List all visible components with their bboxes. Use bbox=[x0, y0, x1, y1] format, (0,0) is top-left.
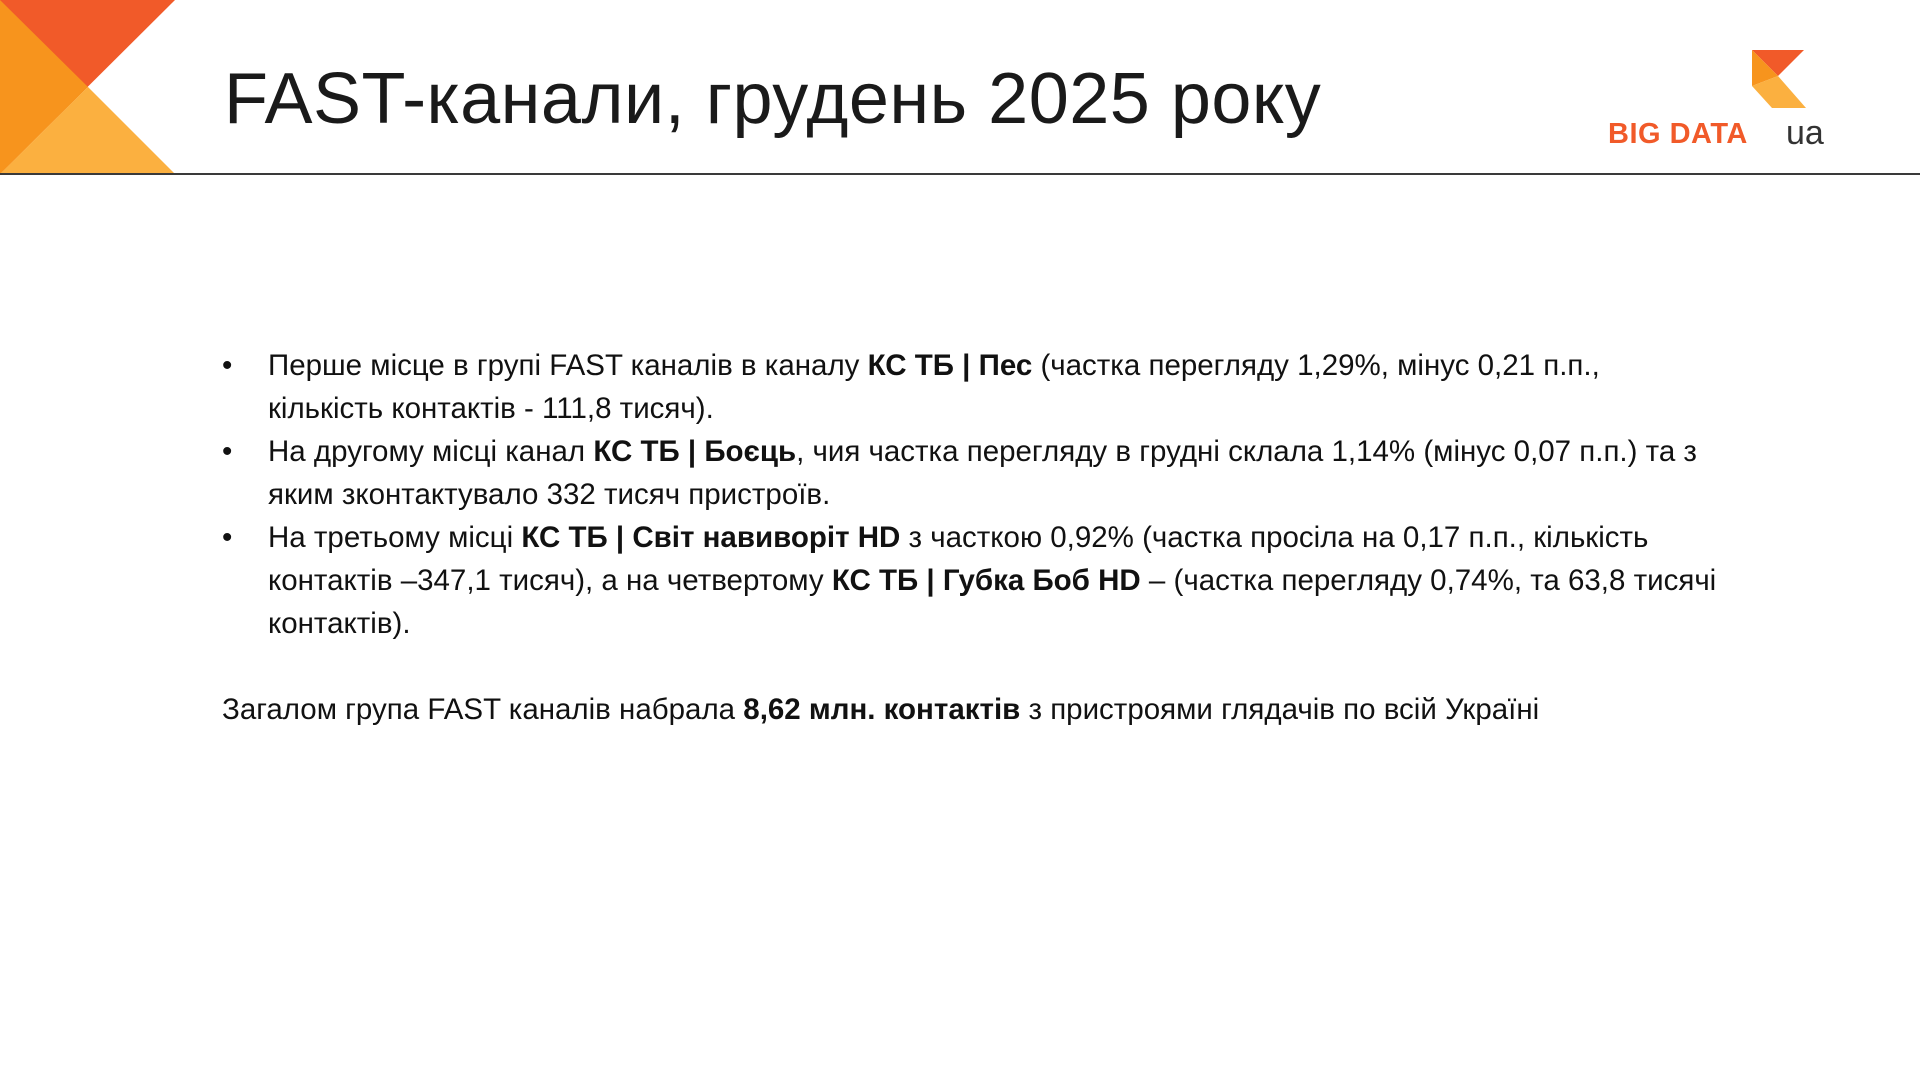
logo-suffix: ua bbox=[1786, 114, 1824, 152]
page-title: FAST-канали, грудень 2025 року bbox=[224, 59, 1322, 139]
header-divider bbox=[0, 173, 1920, 175]
bullet-item-third-place bbox=[222, 516, 1722, 645]
bullet-text: Перше місце в групі FAST каналів в каналу bbox=[268, 349, 868, 382]
summary-text: з пристроями глядачів по всій Україні bbox=[1020, 693, 1540, 726]
bullet-text: На другому місці канал bbox=[268, 435, 594, 468]
bullet-item-second-place bbox=[222, 430, 1722, 516]
channel-name: КС ТБ | Світ навиворіт HD bbox=[521, 521, 901, 554]
bullet-icon: • bbox=[222, 521, 233, 554]
bullet-item-first-place bbox=[222, 344, 1722, 430]
corner-decoration bbox=[0, 0, 180, 174]
bullet-list bbox=[222, 344, 1722, 645]
bullet-text: з часткою 0,92% (частка просіла на 0,17 п.п., кількість контактів –347,1 тисяч), а на четвертому bbox=[268, 521, 1649, 597]
bullet-icon: • bbox=[222, 435, 233, 468]
bullet-text: – (частка перегляду 0,74%, та 63,8 тисячі контактів). bbox=[268, 564, 1717, 640]
logo-text: BIG DATA bbox=[1608, 118, 1748, 150]
content-body bbox=[222, 344, 1722, 761]
big-data-ua-logo bbox=[1600, 46, 1830, 156]
summary-text: Загалом група FAST каналів набрала bbox=[222, 693, 744, 726]
channel-name: КС ТБ | Губка Боб HD bbox=[831, 564, 1141, 597]
summary-paragraph bbox=[222, 688, 1722, 731]
summary-total: 8,62 млн. контактів bbox=[743, 693, 1021, 726]
bullet-text: На третьому місці bbox=[268, 521, 522, 554]
channel-name: КС ТБ | Боєць bbox=[593, 435, 797, 468]
bullet-text: (частка перегляду 1,29%, мінус 0,21 п.п., кількість контактів - 111,8 тисяч). bbox=[268, 349, 1600, 425]
bullet-icon: • bbox=[222, 349, 233, 382]
logo-mark-icon bbox=[1748, 48, 1810, 110]
bullet-text: , чия частка перегляду в грудні склала 1,14% (мінус 0,07 п.п.) та з яким зконтактувало 332 тисяч пристроїв. bbox=[268, 435, 1697, 511]
channel-name: КС ТБ | Пес bbox=[867, 349, 1033, 382]
